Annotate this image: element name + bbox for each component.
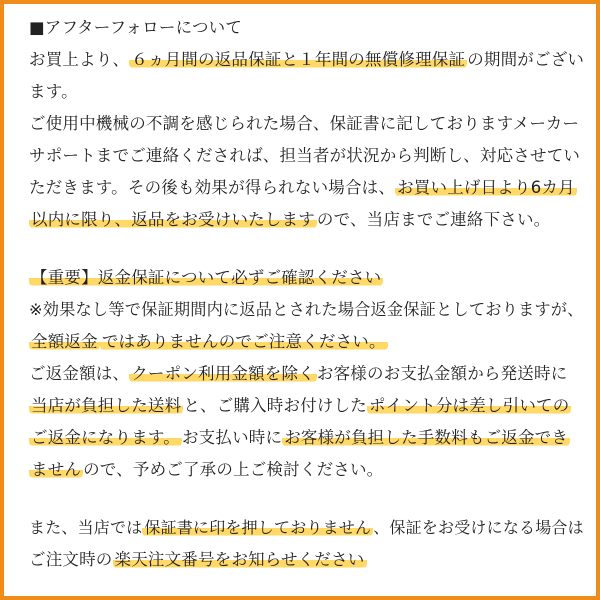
important-heading	[29, 266, 383, 290]
paragraph-line	[29, 298, 584, 322]
highlighted-text: 当店が負担した送料	[31, 396, 182, 415]
highlighted-text: ではありませんのでご注意ください。	[101, 332, 386, 351]
paragraph-line	[29, 176, 577, 200]
paragraph-line	[29, 48, 584, 72]
body-text: ただきます。その後も効果が得られない場合は、	[29, 178, 396, 197]
highlighted-text: クーポン利用金額を除く	[131, 364, 315, 383]
paragraph-line	[29, 394, 571, 418]
highlighted-text: 【重要】返金保証について必ずご確認ください	[31, 268, 382, 287]
paragraph-line	[29, 144, 580, 168]
body-text: ご注文時の	[29, 550, 113, 569]
highlighted-text: 全額返金	[31, 332, 98, 351]
section-heading-after-follow	[29, 16, 242, 40]
body-text: 、保証をお受けになる場合は	[373, 518, 584, 537]
body-text: ので、予めご了承の上ご検討ください。	[83, 460, 384, 479]
paragraph-line	[29, 208, 550, 232]
body-text: の期間がござい	[467, 50, 585, 69]
highlighted-text: ６ヵ月間の返品保証と１年間の無償修理保証	[131, 50, 466, 69]
body-text: また、当店では	[29, 518, 143, 537]
highlighted-text: 楽天注文番号をお知らせください	[114, 550, 365, 569]
body-text: ※効果なし等で保証期間内に返品とされた場合返金保証としておりますが、	[29, 300, 584, 319]
body-text: サポートまでご連絡くだされば、担当者が状況から判断し、対応させてい	[29, 146, 581, 165]
paragraph-line	[29, 516, 584, 540]
highlighted-text: ません	[31, 460, 82, 479]
body-text: お買上より、	[29, 50, 130, 69]
highlighted-text: お客様が負担した手数料もご返金でき	[284, 428, 569, 447]
body-text: ご使用中機械の不調を感じられた場合、保証書に記しておりますメーカー	[29, 114, 580, 133]
paragraph-line	[29, 362, 567, 386]
highlighted-text: お買い上げ日より6カ月	[397, 178, 575, 197]
highlighted-text: 以内に限り、返品をお受けいたします	[31, 210, 315, 229]
paragraph-line	[29, 330, 388, 354]
highlighted-text: ご返金になります。	[31, 428, 180, 447]
paragraph-line	[29, 112, 579, 136]
paragraph-line	[29, 426, 570, 450]
body-text: ので、当店までご連絡下さい。	[316, 210, 551, 229]
body-text: お客様のお支払金額から発送時に	[316, 364, 568, 383]
body-text: ご返金額は、	[29, 364, 130, 383]
highlighted-text: 保証書に印を押しておりません	[144, 518, 372, 537]
body-text: と、ご購入時お付けした	[183, 396, 368, 415]
body-text: ます。	[29, 82, 78, 101]
paragraph-line	[29, 548, 367, 572]
body-text: ■アフターフォローについて	[29, 18, 243, 37]
paragraph-line	[29, 458, 383, 482]
paragraph-line	[29, 80, 78, 104]
body-text: お支払い時に	[181, 428, 283, 447]
highlighted-text: ポイント分は差し引いての	[369, 396, 570, 415]
